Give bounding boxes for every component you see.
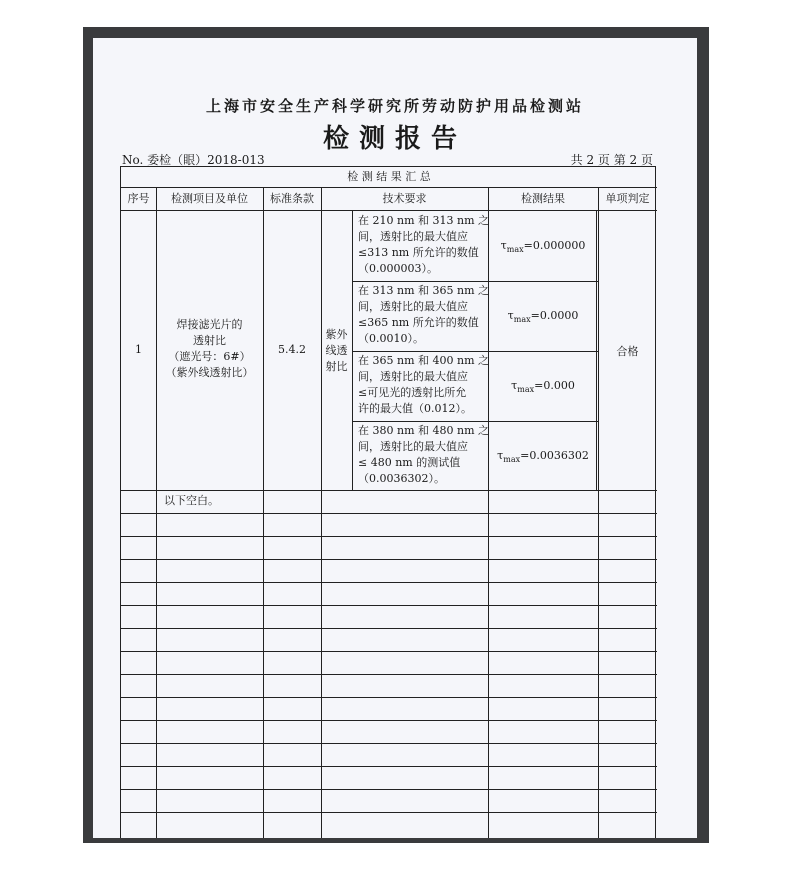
report-title: 检测报告 [322,124,467,154]
requirement-line: 在 313 nm 和 365 nm 之 [358,284,490,297]
report-number: No. 委检（眼）2018-013 [122,153,265,167]
requirement-line: ≤365 nm 所允许的数值 [358,316,479,329]
test-result [488,449,598,464]
tau-symbol: τ [497,449,504,462]
test-result [488,379,598,394]
category-line: 射比 [325,360,348,373]
test-item-line: （紫外线透射比） [165,366,254,379]
requirement-line: （0.000003）。 [358,262,438,275]
category-line: 线透 [325,344,348,357]
requirement-line: （0.0036302）。 [358,472,445,485]
report-sheet [93,38,697,838]
tau-symbol: τ [507,309,514,322]
requirement-line: 在 380 nm 和 480 nm 之 [358,424,490,437]
institute-name: 上海市安全生产科学研究所劳动防护用品检测站 [205,97,584,115]
requirement-line: 许的最大值（0.012）。 [358,402,472,415]
page-info: 共 2 页 第 2 页 [570,153,653,167]
requirement-line: （0.0010）。 [358,332,424,345]
requirement-line: ≤可见光的透射比所允 [358,386,467,399]
requirement-line: ≤ 480 nm 的测试值 [358,456,461,469]
standard-clause: 5.4.2 [278,343,306,356]
test-item-line: （遮光号：6#） [168,350,251,363]
test-item-line: 透射比 [193,334,226,347]
requirement-text [358,423,494,487]
requirement-line: ≤313 nm 所允许的数值 [358,246,479,259]
result-value: =0.000 [534,379,575,392]
blank-note: 以下空白。 [164,494,219,507]
max-subscript: max [506,245,524,255]
requirement-line: 在 210 nm 和 313 nm 之 [358,214,490,227]
test-result [488,239,598,254]
requirement-text [358,283,494,347]
result-value: =0.0000 [530,309,579,322]
test-result [488,309,598,324]
result-value: =0.0036302 [520,449,589,462]
max-subscript: max [517,385,535,395]
tau-symbol: τ [500,239,507,252]
test-item-line: 焊接滤光片的 [176,318,243,331]
requirement-text [358,353,494,417]
test-item [156,317,263,381]
requirement-line: 间，透射比的最大值应 [358,300,468,313]
requirement-line: 间，透射比的最大值应 [358,230,468,243]
result-value: =0.000000 [523,239,586,252]
verdict: 合格 [616,345,639,358]
summary-title: 检 测 结 果 汇 总 [347,170,431,183]
results-table [120,166,656,838]
max-subscript: max [503,455,521,465]
col-header-result: 检测结果 [521,192,565,205]
tau-symbol: τ [511,379,518,392]
col-header-index: 序号 [127,192,150,205]
col-header-item: 检测项目及单位 [171,192,248,205]
requirement-line: 间，透射比的最大值应 [358,370,468,383]
requirement-category [321,327,352,375]
requirement-line: 间，透射比的最大值应 [358,440,468,453]
requirement-line: 在 365 nm 和 400 nm 之 [358,354,490,367]
max-subscript: max [513,315,531,325]
col-header-clause: 标准条款 [270,192,314,205]
requirement-text [358,213,494,277]
col-header-requirement: 技术要求 [382,192,427,205]
col-header-verdict: 单项判定 [605,192,650,205]
category-line: 紫外 [325,328,348,341]
row-index: 1 [135,343,142,356]
